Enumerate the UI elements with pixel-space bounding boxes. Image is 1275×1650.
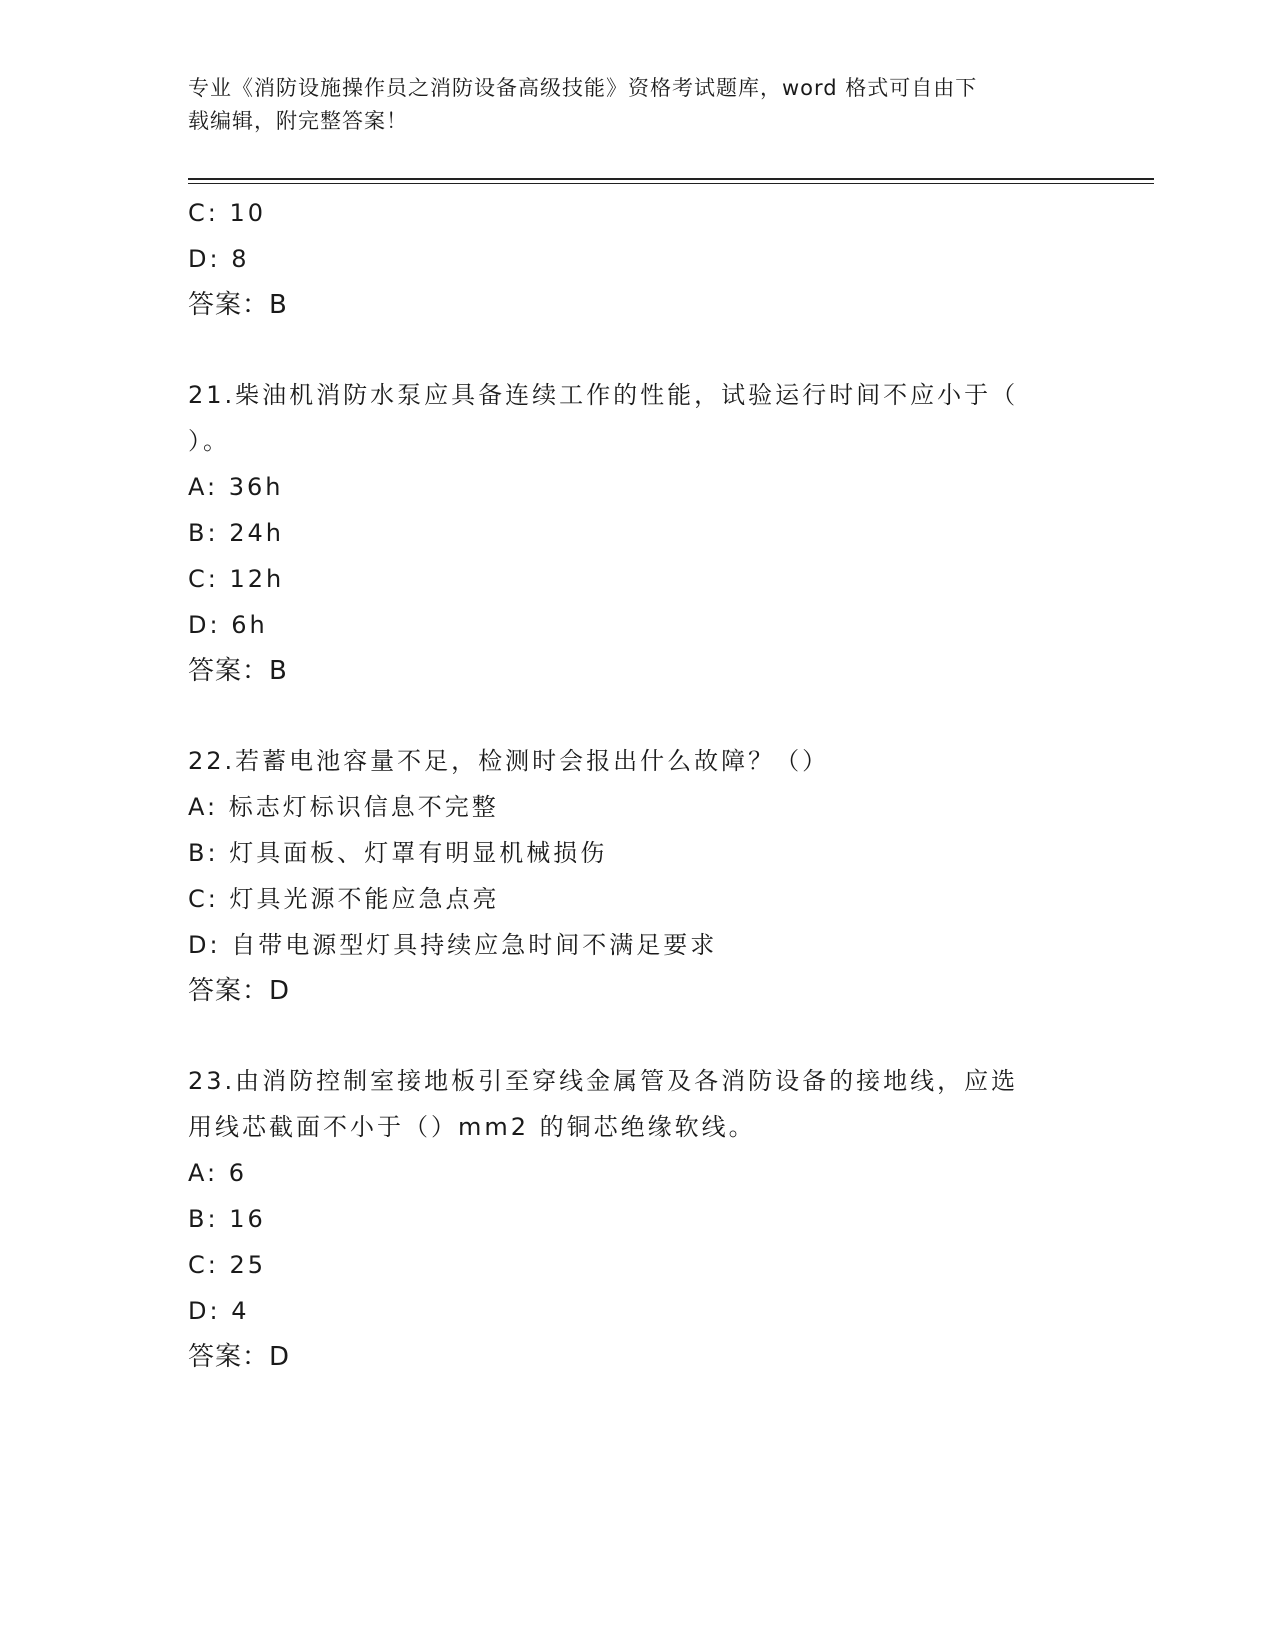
header-line-2: 载编辑，附完整答案！ — [188, 109, 408, 133]
question-stem-continued: 用线芯截面不小于（）mm2 的铜芯绝缘软线。 — [188, 1113, 756, 1141]
question-stem: 23.由消防控制室接地板引至穿线金属管及各消防设备的接地线，应选 — [188, 1067, 1019, 1095]
header-divider — [188, 178, 1154, 184]
option-d: D: 6h — [188, 611, 268, 639]
option-d: D: 4 — [188, 1297, 250, 1325]
answer-line: 答案：D — [188, 1342, 291, 1372]
option-b: B: 16 — [188, 1205, 266, 1233]
answer-line: 答案：B — [188, 656, 288, 686]
option-c: C: 灯具光源不能应急点亮 — [188, 885, 500, 913]
option-a: A: 6 — [188, 1159, 248, 1187]
option-c: C: 25 — [188, 1251, 267, 1279]
question-23 — [188, 1058, 1088, 1380]
question-stem-continued: ）。 — [188, 427, 230, 455]
answer-line: 答案：D — [188, 976, 291, 1006]
answer-line: 答案：B — [188, 290, 288, 320]
option-d: D: 8 — [188, 245, 250, 273]
option-c: C: 12h — [188, 565, 285, 593]
option-d: D: 自带电源型灯具持续应急时间不满足要求 — [188, 931, 718, 959]
header-line-1: 专业《消防设施操作员之消防设备高级技能》资格考试题库，word 格式可自由下 — [188, 76, 978, 100]
previous-question-tail — [188, 190, 1088, 328]
question-stem: 21.柴油机消防水泵应具备连续工作的性能，试验运行时间不应小于（ — [188, 381, 1019, 409]
question-21 — [188, 372, 1088, 694]
option-c: C: 10 — [188, 199, 267, 227]
question-list — [188, 190, 1088, 1380]
question-stem: 22.若蓄电池容量不足，检测时会报出什么故障？（） — [188, 747, 830, 775]
document-header — [188, 72, 1068, 138]
question-22 — [188, 738, 1088, 1014]
option-b: B: 24h — [188, 519, 284, 547]
option-a: A: 标志灯标识信息不完整 — [188, 793, 499, 821]
option-a: A: 36h — [188, 473, 284, 501]
option-b: B: 灯具面板、灯罩有明显机械损伤 — [188, 839, 608, 867]
